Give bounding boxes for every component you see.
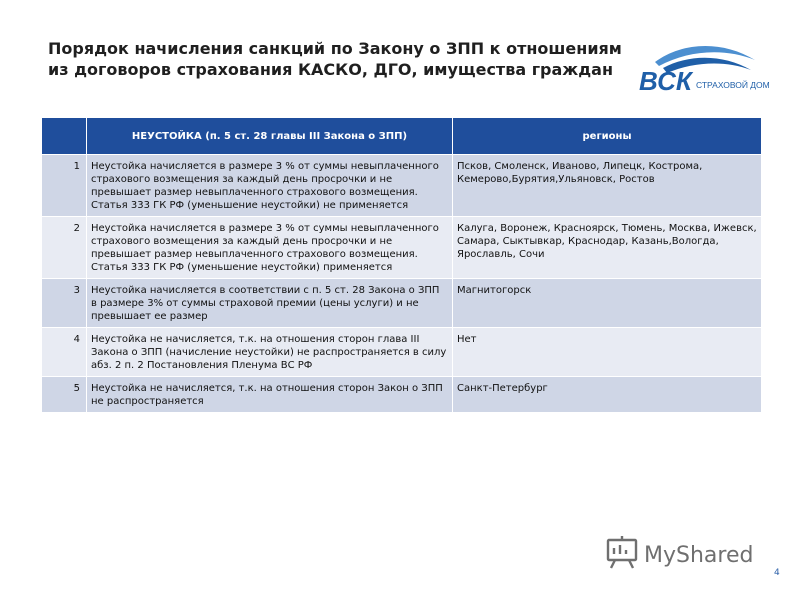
row-penalty-text: Неустойка начисляется в размере 3 % от суммы невыплаченного страхового возмещения за каждый день просрочки и не превышает размер невыплаченного страхового возмещения. Статья 333 ГК РФ (уменьшение неустойки) применяется [87,217,453,279]
row-regions: Псков, Смоленск, Иваново, Липецк, Кострома, Кемерово,Бурятия,Ульяновск, Ростов [453,155,762,217]
row-number: 3 [42,279,87,328]
table-header-row [42,118,762,155]
logo-text-main: ВСК [639,66,692,96]
logo-text-sub: СТРАХОВОЙ ДОМ [696,80,770,90]
row-regions: Калуга, Воронеж, Красноярск, Тюмень, Москва, Ижевск, Самара, Сыктывкар, Краснодар, Казань,Вологда, Ярославль, Сочи [453,217,762,279]
row-number: 5 [42,377,87,413]
row-penalty-text: Неустойка начисляется в соответствии с п. 5 ст. 28 Закона о ЗПП в размере 3% от суммы страховой премии (цены услуги) и не превышает ее размер [87,279,453,328]
row-penalty-text: Неустойка начисляется в размере 3 % от суммы невыплаченного страхового возмещения за каждый день просрочки и не превышает размер невыплаченного страхового возмещения. Статья 333 ГК РФ (уменьшение неустойки) не применяется [87,155,453,217]
penalty-table [41,117,762,413]
myshared-logo [604,533,766,573]
page-number: 4 [774,568,780,578]
slide-title-line-1: Порядок начисления санкций по Закону о ЗПП к отношениям [48,39,622,58]
table-row [42,217,762,279]
row-penalty-text: Неустойка не начисляется, т.к. на отношения сторон глава III Закона о ЗПП (начисление неустойки) не распространяется в силу абз. 2 п. 2 Постановления Пленума ВС РФ [87,328,453,377]
header-num [42,118,87,155]
row-penalty-text: Неустойка не начисляется, т.к. на отношения сторон Закон о ЗПП не распространяется [87,377,453,413]
slide-title-line-2: из договоров страхования КАСКО, ДГО, имущества граждан [48,60,613,79]
header-penalty: НЕУСТОЙКА (п. 5 ст. 28 главы III Закона о ЗПП) [87,118,453,155]
row-number: 1 [42,155,87,217]
header-regions: регионы [453,118,762,155]
vsk-logo [637,40,787,100]
row-number: 4 [42,328,87,377]
table-row [42,155,762,217]
vsk-logo-graphic [637,40,787,100]
table-row [42,377,762,413]
slide-title [48,38,638,80]
row-regions: Санкт-Петербург [453,377,762,413]
row-regions: Магнитогорск [453,279,762,328]
presentation-board-icon [608,536,636,568]
table-row [42,279,762,328]
table-row [42,328,762,377]
watermark-text: MyShared [644,543,754,568]
row-number: 2 [42,217,87,279]
row-regions: Нет [453,328,762,377]
myshared-watermark [604,533,766,573]
